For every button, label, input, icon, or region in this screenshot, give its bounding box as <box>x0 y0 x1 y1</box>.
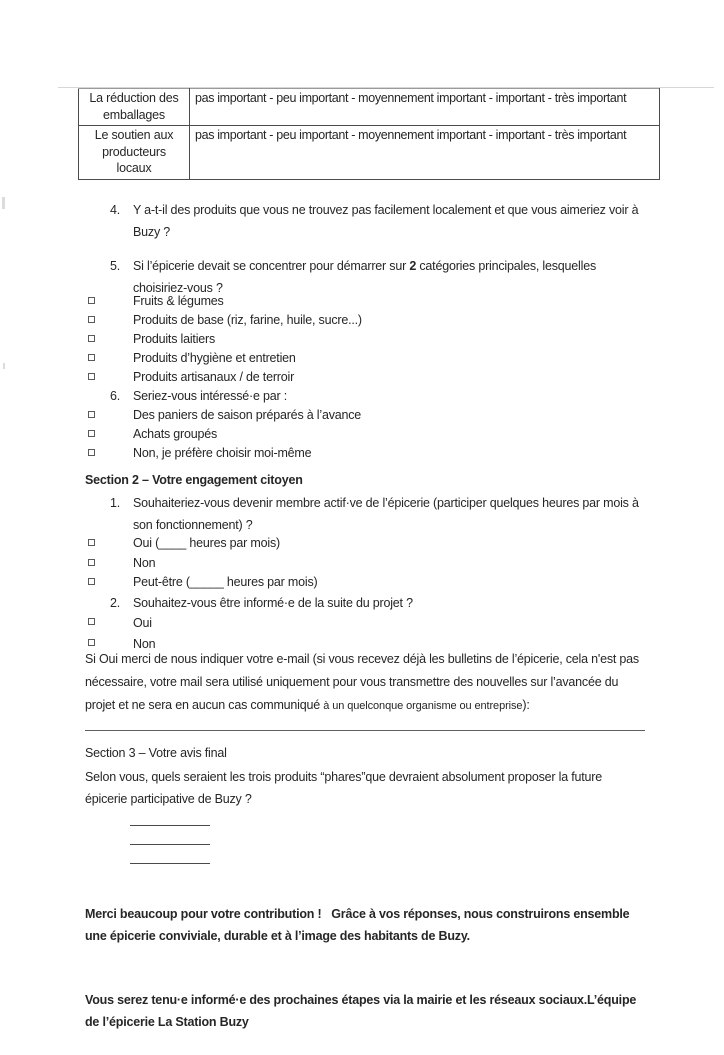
section2-question-2 <box>110 592 645 614</box>
answer-blank-line[interactable] <box>130 808 210 826</box>
criterion-label: La réduction des emballages <box>79 89 190 126</box>
separator-line <box>85 730 645 731</box>
option-label: Produits artisanaux / de terroir <box>133 370 295 384</box>
section-3 <box>85 743 645 810</box>
checkbox[interactable] <box>88 354 95 361</box>
option-row <box>85 534 650 554</box>
option-row <box>85 444 650 463</box>
option-row <box>85 330 650 349</box>
option-row <box>85 554 650 574</box>
checkbox[interactable] <box>88 578 95 585</box>
option-row <box>85 425 650 444</box>
option-label: Non, je préfère choisir moi-même <box>133 446 312 460</box>
checkbox[interactable] <box>88 539 95 546</box>
checkbox[interactable] <box>88 316 95 323</box>
checkbox[interactable] <box>88 430 95 437</box>
option-label: Non <box>133 637 156 651</box>
section2-question-1 <box>110 492 645 536</box>
option-row <box>85 311 650 330</box>
question-text: Souhaitez-vous être informé·e de la suite du projet ? <box>133 596 413 610</box>
answer-blank-line[interactable] <box>130 827 210 845</box>
question-5-options <box>85 292 650 387</box>
option-label: Des paniers de saison préparés à l’avance <box>133 408 362 422</box>
scan-speck <box>3 363 5 369</box>
option-label: Oui (____ heures par mois) <box>133 536 280 550</box>
question-number: 1. <box>110 496 121 510</box>
option-label: Produits d’hygiène et entretien <box>133 351 296 365</box>
checkbox[interactable] <box>88 373 95 380</box>
checkbox[interactable] <box>88 297 95 304</box>
importance-scale-options[interactable]: pas important - peu important - moyennement important - important - très important <box>190 126 660 180</box>
checkbox[interactable] <box>88 618 95 625</box>
option-label: Oui <box>133 616 152 630</box>
criterion-label: Le soutien aux producteurs locaux <box>79 126 190 180</box>
question-number: 5. <box>110 259 121 273</box>
closing-signature: Vous serez tenu·e informé·e des prochaines étapes via la mairie et les réseaux sociaux.L’équipe de l’épicerie La Station Buzy <box>85 993 640 1029</box>
question-text: Souhaiteriez-vous devenir membre actif·ve de l’épicerie (participer quelques heures par mois à son fonctionnement) ? <box>133 496 639 532</box>
option-row <box>85 406 650 425</box>
checkbox[interactable] <box>88 449 95 456</box>
checkbox[interactable] <box>88 639 95 646</box>
question-number: 2. <box>110 596 121 610</box>
checkbox[interactable] <box>88 559 95 566</box>
section-3-question: Selon vous, quels seraient les trois produits “phares”que devraient absolument proposer la future épicerie participative de Buzy ? <box>85 770 603 806</box>
option-label: Peut-être (_____ heures par mois) <box>133 575 318 589</box>
table-row <box>79 126 660 180</box>
importance-scale-options[interactable]: pas important - peu important - moyennement important - important - très important <box>190 89 660 126</box>
question-text: Si l’épicerie devait se concentrer pour démarrer sur 2 catégories principales, lesquelles choisiriez-vous ? <box>133 259 597 295</box>
scan-speck <box>2 197 5 209</box>
option-row <box>85 292 650 311</box>
option-row <box>85 368 650 387</box>
question-number: 6. <box>110 389 121 403</box>
question-text: Seriez-vous intéressé·e par : <box>133 389 287 403</box>
closing-thanks: Merci beaucoup pour votre contribution ! Grâce à vos réponses, nous construirons ensemble une épicerie conviviale, durable et à l’image des habitants de Buzy. <box>85 907 633 943</box>
importance-table <box>78 88 660 180</box>
section2-q1-options <box>85 534 650 593</box>
option-row <box>85 573 650 593</box>
option-row <box>85 349 650 368</box>
question-4 <box>110 199 645 243</box>
email-note: Si Oui merci de nous indiquer votre e-mail (si vous recevez déjà les bulletins de l’épicerie, cela n'est pas nécessaire, votre mail sera utilisé uniquement pour vous transmettre des nouvelles sur l’avancée du projet et ne sera en aucun cas communiqué à un quelconque organisme ou entreprise): <box>85 652 639 712</box>
question-text: Y a-t-il des produits que vous ne trouvez pas facilement localement et que vous aimeriez voir à Buzy ? <box>133 203 639 239</box>
option-label: Fruits & légumes <box>133 294 224 308</box>
option-row <box>85 613 650 634</box>
table-row <box>79 89 660 126</box>
question-number: 4. <box>110 203 121 217</box>
checkbox[interactable] <box>88 411 95 418</box>
section-2-heading: Section 2 – Votre engagement citoyen <box>85 473 303 487</box>
option-label: Produits de base (riz, farine, huile, sucre...) <box>133 313 362 327</box>
section-3-heading: Section 3 – Votre avis final <box>85 746 227 760</box>
checkbox[interactable] <box>88 335 95 342</box>
question-6-options <box>85 406 650 463</box>
closing-note <box>85 861 651 1055</box>
question-6 <box>110 386 645 406</box>
option-label: Non <box>133 555 156 570</box>
answer-blanks <box>130 808 210 865</box>
option-label: Achats groupés <box>133 427 218 441</box>
option-label: Produits laitiers <box>133 332 216 346</box>
